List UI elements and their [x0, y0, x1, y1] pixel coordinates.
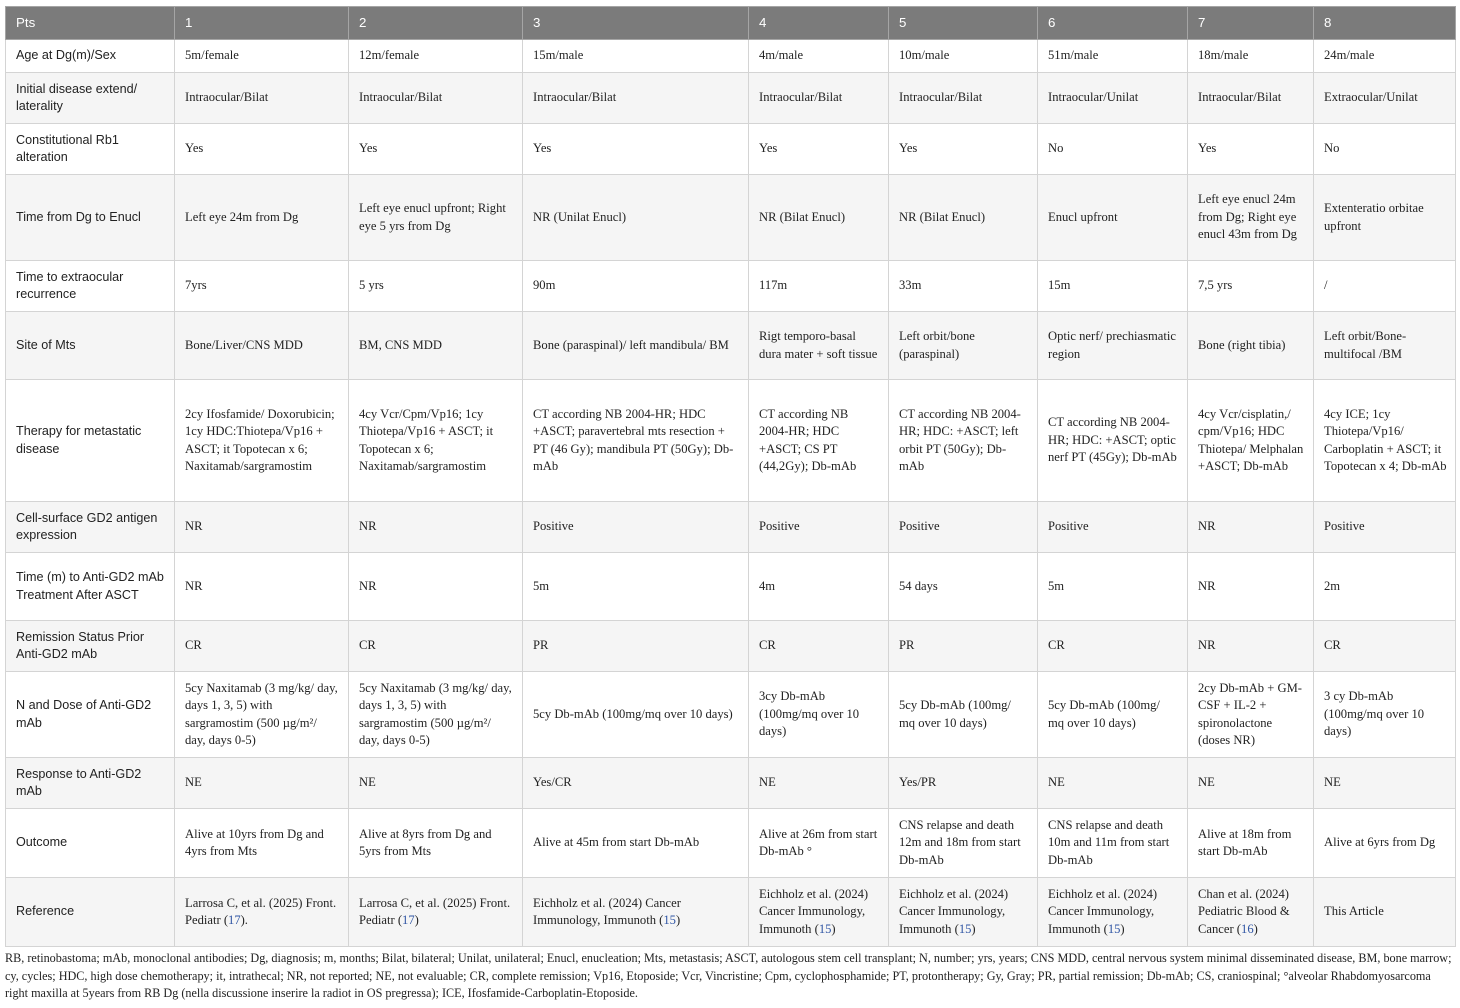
table-cell: 117m — [749, 261, 889, 312]
table-cell: 2cy Db-mAb + GM-CSF + IL-2 + spironolactone (doses NR) — [1188, 672, 1314, 758]
table-footnote: RB, retinobastoma; mAb, monoclonal antibodies; Dg, diagnosis; m, months; Bilat, bilateral; Unilat, unilateral; Enucl, enucleation; Mts, metastasis; ASCT, autologous stem cell transplant; N, number; yrs, years; CNS MDD, central nervous system minimal disseminated disease, BM, bone marrow; cy, cycles; HDC, high dose chemotherapy; it, intrathecal; NR, not reported; NE, not evaluable; CR, complete remission; Vp16, Etoposide; Vcr, Vincristine; Cpm, cyclophosphamide; PT, protontherapy; Gy, Gray; PR, partial remission; Db-mAb; CS, craniospinal; °alveolar Rhabdomyosarcoma right maxilla at 5years from RB Dg (nella discussione inserire la radiot in OS pregressa); ICE, Ifosfamide-Carboplatin-Etoposide. — [5, 951, 1452, 1000]
table-row — [6, 261, 1456, 312]
table-cell: 4m/male — [749, 40, 889, 73]
table-cell: PR — [523, 621, 749, 672]
table-row — [6, 758, 1456, 809]
table-cell: NR (Bilat Enucl) — [889, 175, 1038, 261]
reference-tail: ) — [1253, 921, 1258, 936]
table-cell: Intraocular/Bilat — [523, 73, 749, 124]
header-cell: 7 — [1188, 7, 1314, 40]
reference-cell — [1038, 878, 1188, 947]
table-cell: Left orbit/bone (paraspinal) — [889, 312, 1038, 380]
table-cell: NR — [1188, 502, 1314, 553]
reference-tail: ) — [971, 921, 976, 936]
citation-link[interactable]: 15 — [958, 921, 972, 936]
table-cell: 4cy Vcr/cisplatin,/ cpm/Vp16; HDC Thiotepa/ Melphalan +ASCT; Db-mAb — [1188, 380, 1314, 502]
table-cell: Extenteratio orbitae upfront — [1314, 175, 1456, 261]
table-cell: Bone (right tibia) — [1188, 312, 1314, 380]
reference-text: Eichholz et al. (2024) Cancer Immunology, Immunoth ( — [1048, 886, 1158, 936]
table-cell: Bone (paraspinal)/ left mandibula/ BM — [523, 312, 749, 380]
table-cell: 2cy Ifosfamide/ Doxorubicin; 1cy HDC:Thiotepa/Vp16 + ASCT; it Topotecan x 6; Naxitamab/sargramostim — [175, 380, 349, 502]
table-cell: 10m/male — [889, 40, 1038, 73]
table-row — [6, 40, 1456, 73]
table-cell: 5m/female — [175, 40, 349, 73]
table-cell: CR — [749, 621, 889, 672]
row-label: Cell-surface GD2 antigen expression — [6, 502, 175, 553]
table-cell: NR — [175, 502, 349, 553]
table-cell: NR (Unilat Enucl) — [523, 175, 749, 261]
table-cell: CNS relapse and death 10m and 11m from start Db-mAb — [1038, 809, 1188, 878]
row-label: Time (m) to Anti-GD2 mAb Treatment After ASCT — [6, 553, 175, 621]
table-cell: 5cy Naxitamab (3 mg/kg/ day, days 1, 3, 5) with sargramostim (500 µg/m²/ day, days 0-5) — [349, 672, 523, 758]
table-cell: Enucl upfront — [1038, 175, 1188, 261]
table-cell: CNS relapse and death 12m and 18m from start Db-mAb — [889, 809, 1038, 878]
reference-tail: ). — [240, 913, 248, 927]
table-cell: PR — [889, 621, 1038, 672]
row-label: Outcome — [6, 809, 175, 878]
reference-tail: ) — [1120, 921, 1125, 936]
table-cell: Yes — [889, 124, 1038, 175]
table-cell: 7,5 yrs — [1188, 261, 1314, 312]
table-cell: Alive at 18m from start Db-mAb — [1188, 809, 1314, 878]
reference-cell — [175, 878, 349, 947]
citation-link[interactable]: 15 — [663, 913, 676, 927]
table-cell: Intraocular/Bilat — [349, 73, 523, 124]
table-cell: Yes — [523, 124, 749, 175]
table-cell: 7yrs — [175, 261, 349, 312]
table-cell: 12m/female — [349, 40, 523, 73]
table-row — [6, 380, 1456, 502]
table-cell: Yes — [175, 124, 349, 175]
table-cell: Intraocular/Bilat — [749, 73, 889, 124]
table-cell: Intraocular/Bilat — [1188, 73, 1314, 124]
row-label: Initial disease extend/ laterality — [6, 73, 175, 124]
table-cell: NR (Bilat Enucl) — [749, 175, 889, 261]
header-cell: 3 — [523, 7, 749, 40]
table-cell: 5cy Naxitamab (3 mg/kg/ day, days 1, 3, 5) with sargramostim (500 µg/m²/ day, days 0-5) — [175, 672, 349, 758]
reference-text: Eichholz et al. (2024) Cancer Immunology, Immunoth ( — [899, 886, 1009, 936]
table-cell: NR — [175, 553, 349, 621]
table-cell: / — [1314, 261, 1456, 312]
table-row-reference — [6, 878, 1456, 947]
table-cell: 5cy Db-mAb (100mg/ mq over 10 days) — [1038, 672, 1188, 758]
reference-text: Eichholz et al. (2024) Cancer Immunology, Immunoth ( — [759, 886, 869, 936]
header-cell: Pts — [6, 7, 175, 40]
reference-text: Eichholz et al. (2024) Cancer Immunology, Immunoth ( — [533, 895, 681, 927]
table-cell: 5m — [1038, 553, 1188, 621]
table-cell: CT according NB 2004-HR; HDC: +ASCT; optic nerf PT (45Gy); Db-mAb — [1038, 380, 1188, 502]
table-row — [6, 621, 1456, 672]
header-cell: 5 — [889, 7, 1038, 40]
reference-text: This Article — [1324, 904, 1384, 919]
table-row — [6, 672, 1456, 758]
table-row — [6, 553, 1456, 621]
table-cell: 90m — [523, 261, 749, 312]
table-cell: No — [1038, 124, 1188, 175]
reference-cell — [349, 878, 523, 947]
table-cell: 15m/male — [523, 40, 749, 73]
table-cell: Alive at 45m from start Db-mAb — [523, 809, 749, 878]
table-cell: CR — [175, 621, 349, 672]
table-cell: 4m — [749, 553, 889, 621]
table-cell: CT according NB 2004-HR; HDC: +ASCT; left orbit PT (50Gy); Db-mAb — [889, 380, 1038, 502]
table-cell: Positive — [523, 502, 749, 553]
table-cell: Left eye enucl 24m from Dg; Right eye enucl 43m from Dg — [1188, 175, 1314, 261]
row-label: N and Dose of Anti-GD2 mAb — [6, 672, 175, 758]
reference-cell — [1314, 878, 1456, 947]
table-cell: Alive at 26m from start Db-mAb ° — [749, 809, 889, 878]
table-cell: Optic nerf/ prechiasmatic region — [1038, 312, 1188, 380]
table-cell: Intraocular/Unilat — [1038, 73, 1188, 124]
table-cell: Alive at 10yrs from Dg and 4yrs from Mts — [175, 809, 349, 878]
header-cell: 8 — [1314, 7, 1456, 40]
header-cell: 6 — [1038, 7, 1188, 40]
table-cell: 15m — [1038, 261, 1188, 312]
table-cell: NE — [1188, 758, 1314, 809]
row-label: Reference — [6, 878, 175, 947]
table-cell: 51m/male — [1038, 40, 1188, 73]
table-cell: Rigt temporo-basal dura mater + soft tissue — [749, 312, 889, 380]
table-cell: Positive — [889, 502, 1038, 553]
table-cell: NE — [349, 758, 523, 809]
header-row — [6, 7, 1456, 40]
table-cell: Yes — [349, 124, 523, 175]
table-cell: Yes/PR — [889, 758, 1038, 809]
table-cell: Alive at 8yrs from Dg and 5yrs from Mts — [349, 809, 523, 878]
table-cell: 54 days — [889, 553, 1038, 621]
table-cell: NE — [1038, 758, 1188, 809]
row-label: Response to Anti-GD2 mAb — [6, 758, 175, 809]
table-row — [6, 312, 1456, 380]
table-cell: Extraocular/Unilat — [1314, 73, 1456, 124]
citation-link[interactable]: 15 — [1107, 921, 1121, 936]
table-row — [6, 73, 1456, 124]
citation-link[interactable]: 17 — [228, 913, 241, 927]
table-cell: Yes — [749, 124, 889, 175]
row-label: Remission Status Prior Anti-GD2 mAb — [6, 621, 175, 672]
table-row — [6, 809, 1456, 878]
citation-link[interactable]: 15 — [818, 921, 832, 936]
table-cell: NR — [349, 553, 523, 621]
reference-cell — [889, 878, 1038, 947]
table-cell: CR — [349, 621, 523, 672]
table-cell: NR — [1188, 553, 1314, 621]
table-cell: Yes/CR — [523, 758, 749, 809]
row-label: Time to extraocular recurrence — [6, 261, 175, 312]
table-cell: Left eye 24m from Dg — [175, 175, 349, 261]
reference-tail: ) — [414, 913, 419, 927]
header-cell: 1 — [175, 7, 349, 40]
table-cell: CT according NB 2004-HR; HDC +ASCT; paravertebral mts resection + PT (46 Gy); mandibula PT (50Gy); Db-mAb — [523, 380, 749, 502]
table-cell: Yes — [1188, 124, 1314, 175]
reference-text: Larrosa C, et al. (2025) Front. Pediatr ( — [359, 895, 511, 927]
table-cell: NE — [749, 758, 889, 809]
table-cell: Bone/Liver/CNS MDD — [175, 312, 349, 380]
citation-link[interactable]: 16 — [1241, 921, 1254, 936]
table-cell: 18m/male — [1188, 40, 1314, 73]
row-label: Site of Mts — [6, 312, 175, 380]
header-cell: 4 — [749, 7, 889, 40]
table-row — [6, 124, 1456, 175]
reference-cell — [749, 878, 889, 947]
table-cell: Alive at 6yrs from Dg — [1314, 809, 1456, 878]
reference-text: Larrosa C, et al. (2025) Front. Pediatr ( — [185, 895, 337, 927]
table-cell: Positive — [1038, 502, 1188, 553]
table-cell: NE — [175, 758, 349, 809]
table-cell: Intraocular/Bilat — [175, 73, 349, 124]
citation-link[interactable]: 17 — [402, 913, 415, 927]
table-cell: CR — [1314, 621, 1456, 672]
table-cell: Positive — [749, 502, 889, 553]
table-row — [6, 502, 1456, 553]
table-cell: NE — [1314, 758, 1456, 809]
table-cell: 5m — [523, 553, 749, 621]
table-row — [6, 175, 1456, 261]
table-cell: Left orbit/Bone-multifocal /BM — [1314, 312, 1456, 380]
reference-tail: ) — [831, 921, 836, 936]
table-cell: 4cy Vcr/Cpm/Vp16; 1cy Thiotepa/Vp16 + ASCT; it Topotecan x 6; Naxitamab/sargramostim — [349, 380, 523, 502]
table-cell: NR — [349, 502, 523, 553]
reference-text: Chan et al. (2024) Pediatric Blood & Cancer ( — [1198, 886, 1290, 936]
table-cell: NR — [1188, 621, 1314, 672]
row-label: Constitutional Rb1 alteration — [6, 124, 175, 175]
row-label: Age at Dg(m)/Sex — [6, 40, 175, 73]
table-cell: 33m — [889, 261, 1038, 312]
table-cell: 24m/male — [1314, 40, 1456, 73]
table-cell: 3 cy Db-mAb (100mg/mq over 10 days) — [1314, 672, 1456, 758]
table-cell: 4cy ICE; 1cy Thiotepa/Vp16/ Carboplatin + ASCT; it Topotecan x 4; Db-mAb — [1314, 380, 1456, 502]
table-cell: 5 yrs — [349, 261, 523, 312]
table-cell: No — [1314, 124, 1456, 175]
table-cell: CR — [1038, 621, 1188, 672]
table-cell: BM, CNS MDD — [349, 312, 523, 380]
reference-cell — [523, 878, 749, 947]
table-cell: 3cy Db-mAb (100mg/mq over 10 days) — [749, 672, 889, 758]
table-cell: CT according NB 2004-HR; HDC +ASCT; CS PT (44,2Gy); Db-mAb — [749, 380, 889, 502]
table-container — [5, 6, 1455, 947]
table-cell: 2m — [1314, 553, 1456, 621]
row-label: Therapy for metastatic disease — [6, 380, 175, 502]
reference-cell — [1188, 878, 1314, 947]
row-label: Time from Dg to Enucl — [6, 175, 175, 261]
table-cell: Intraocular/Bilat — [889, 73, 1038, 124]
header-cell: 2 — [349, 7, 523, 40]
table-cell: Positive — [1314, 502, 1456, 553]
table-cell: Left eye enucl upfront; Right eye 5 yrs from Dg — [349, 175, 523, 261]
table-cell: 5cy Db-mAb (100mg/ mq over 10 days) — [889, 672, 1038, 758]
reference-tail: ) — [675, 913, 681, 927]
table-cell: 5cy Db-mAb (100mg/mq over 10 days) — [523, 672, 749, 758]
patients-table — [5, 6, 1456, 947]
